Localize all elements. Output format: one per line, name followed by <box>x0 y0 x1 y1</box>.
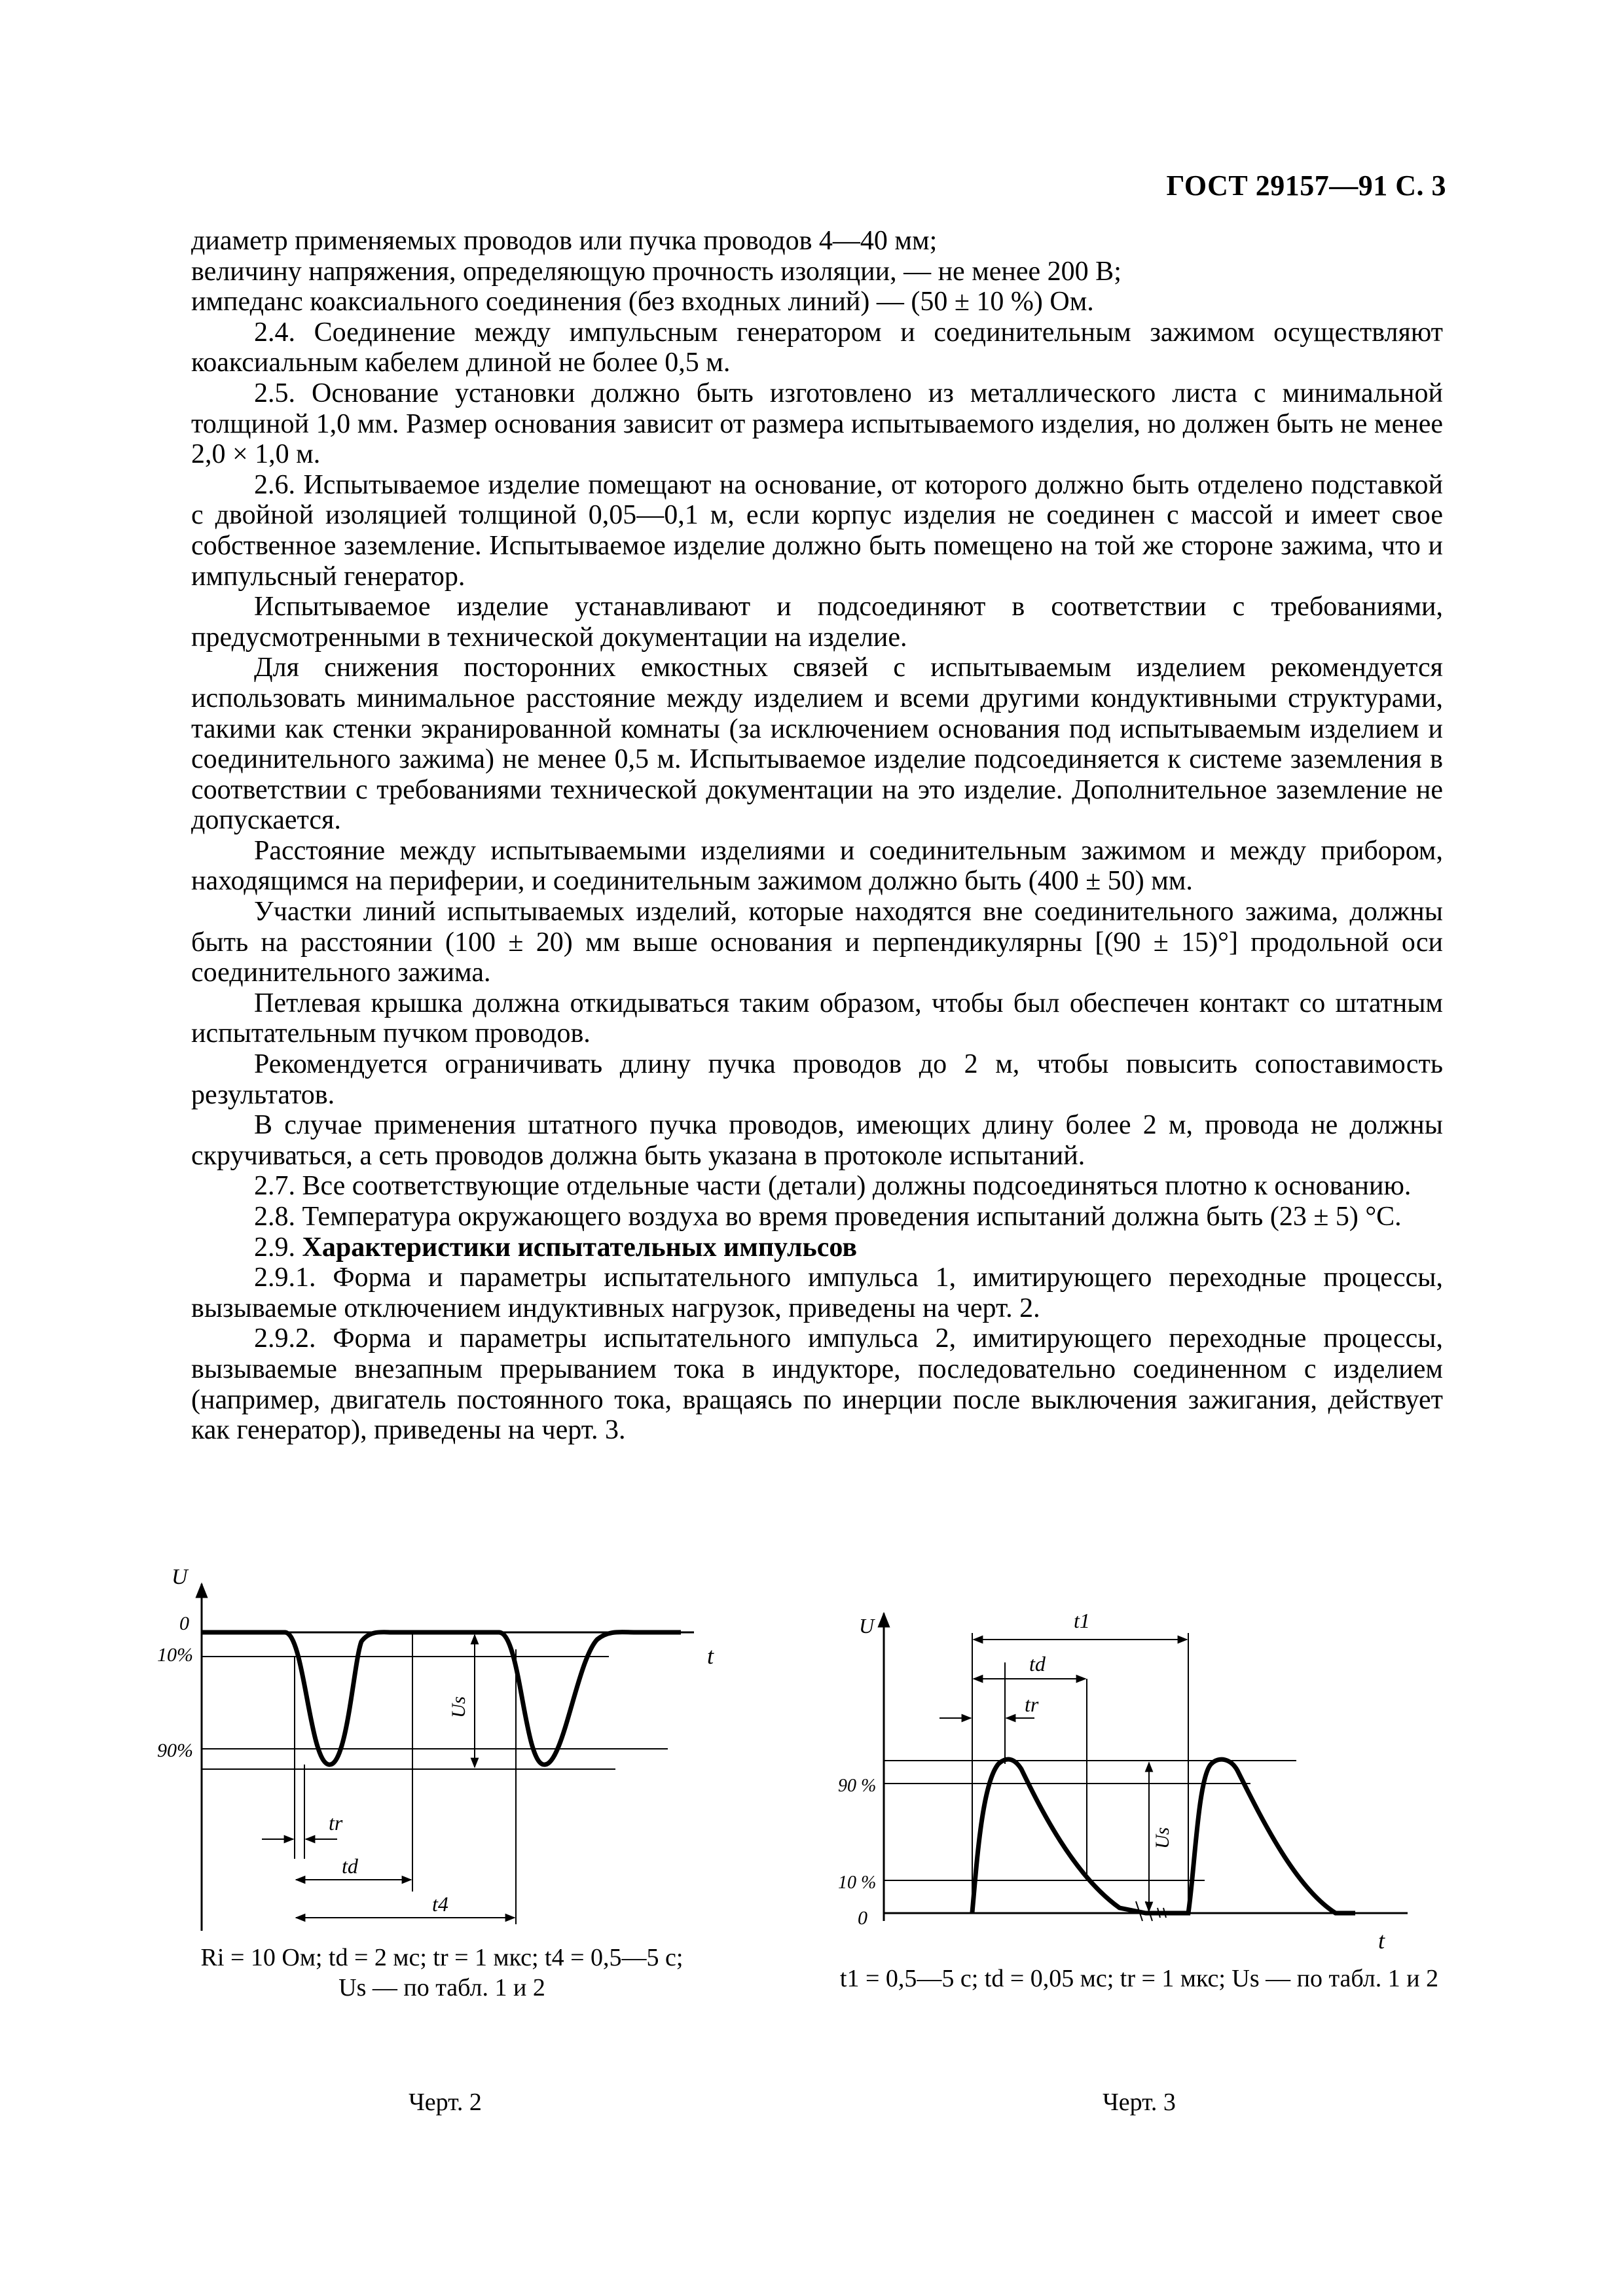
paragraph-p16: 2.9.1. Форма и параметры испытательного импульса 1, имитирующего переходные процессы, вызываемые отключением индуктивных нагрузок, приведены на черт. 2. <box>191 1263 1443 1323</box>
paragraphs-block-2 <box>191 1263 1443 1446</box>
paragraph-p01: диаметр применяемых проводов или пучка проводов 4—40 мм; <box>191 226 938 256</box>
section-number: 2.9. <box>254 1232 295 1263</box>
fig2-waveform <box>202 1632 681 1765</box>
fig2-label-us: Us <box>448 1696 469 1718</box>
fig2-label-u: U <box>172 1565 188 1589</box>
figure-3-diagram <box>838 1587 1440 1954</box>
section-title: Характеристики испытательных импульсов <box>302 1232 858 1263</box>
fig2-label-tr: tr <box>329 1811 343 1835</box>
fig2-label-t: t <box>707 1643 714 1669</box>
paragraph-p11: Петлевая крышка должна откидываться таким образом, чтобы был обеспечен контакт со штатным испытательным пучком проводов. <box>191 988 1443 1049</box>
fig3-label-td: td <box>1029 1652 1046 1676</box>
fig3-label-zero: 0 <box>858 1907 867 1929</box>
fig3-label-t: t <box>1378 1928 1385 1954</box>
figure-3-number: Черт. 3 <box>1103 2089 1176 2116</box>
paragraph-p10: Участки линий испытываемых изделий, которые находятся вне соединительного зажима, должны быть на расстоянии (100 ± 20) мм выше основания и перпендикулярны [(90 ± 15)°] продольной оси соединительного зажима. <box>191 897 1443 988</box>
fig3-label-t1: t1 <box>1074 1609 1090 1632</box>
fig2-label-90: 90% <box>157 1740 193 1761</box>
paragraph-p05: 2.5. Основание установки должно быть изготовлено из металлического листа с минимальной толщиной 1,0 мм. Размер основания зависит от размера испытываемого изделия, но должен быть не менее 2,0 × 1,0 м. <box>191 378 1443 470</box>
fig3-label-u: U <box>859 1614 875 1638</box>
page-header: ГОСТ 29157—91 С. 3 <box>1166 170 1446 202</box>
paragraph-p03: импеданс коаксиального соединения (без входных линий) — (50 ± 10 %) Ом. <box>191 287 1094 317</box>
figure-2-number: Черт. 2 <box>409 2089 482 2116</box>
paragraph-p06: 2.6. Испытываемое изделие помещают на основание, от которого должно быть отделено подставкой с двойной изоляцией толщиной 0,05—0,1 м, если корпус изделия не соединен с массой и имеет свое собственное заземление. Испытываемое изделие должно быть помещено на той же стороне зажима, что и импульсный генератор. <box>191 469 1443 592</box>
fig2-label-td: td <box>342 1854 358 1878</box>
paragraph-p13: В случае применения штатного пучка проводов, имеющих длину более 2 м, провода не должны скручиваться, а сеть проводов должна быть указана в протоколе испытаний. <box>191 1110 1443 1171</box>
paragraph-p14: 2.7. Все соответствующие отдельные части (детали) должны подсоединяться плотно к основанию. <box>254 1171 1412 1202</box>
fig3-label-90: 90 % <box>838 1776 877 1796</box>
figure-3-caption: t1 = 0,5—5 с; td = 0,05 мс; tr = 1 мкс; Us — по табл. 1 и 2 <box>839 1965 1439 1992</box>
paragraphs-block <box>191 226 1443 1232</box>
paragraph-p08: Для снижения посторонних емкостных связей с испытываемым изделием рекомендуется использовать минимальное расстояние между изделием и всеми другими кондуктивными структурами, такими как стенки экранированной комнаты (за исключением основания под испытываемым изделием и соединительного зажима) не менее 0,5 м. Испытываемое изделие подсоединяется к системе заземления в соответствии с требованиями технической документации на это изделие. Дополнительное заземление не допускается. <box>191 653 1443 836</box>
fig2-label-zero: 0 <box>179 1613 189 1634</box>
figure-3 <box>838 1587 1440 1954</box>
paragraph-p17: 2.9.2. Форма и параметры испытательного импульса 2, имитирующего переходные процессы, вызываемые внезапным прерыванием тока в индукторе, последовательно соединенном с изделием (например, двигатель постоянного тока, вращаясь по инерции после выключения зажигания, действует как генератор), приведены на черт. 3. <box>191 1323 1443 1446</box>
paragraph-p09: Расстояние между испытываемыми изделиями и соединительным зажимом и между прибором, находящимся на периферии, и соединительным зажимом должно быть (400 ± 50) мм. <box>191 835 1443 897</box>
paragraph-p12: Рекомендуется ограничивать длину пучка проводов до 2 м, чтобы повысить сопоставимость результатов. <box>191 1049 1443 1110</box>
fig3-label-us: Us <box>1152 1827 1173 1849</box>
paragraph-p04: 2.4. Соединение между импульсным генератором и соединительным зажимом осуществляют коаксиальным кабелем длиной не более 0,5 м. <box>191 317 1443 378</box>
fig2-caption-line2: Us — по табл. 1 и 2 <box>338 1974 545 2001</box>
fig2-label-10: 10% <box>157 1644 193 1666</box>
figure-2 <box>157 1564 759 1957</box>
paragraph-p02: величину напряжения, определяющую прочность изоляции, — не менее 200 В; <box>191 256 1122 287</box>
fig2-caption-line1: Ri = 10 Ом; td = 2 мс; tr = 1 мкс; t4 = 0,5—5 с; <box>200 1944 684 1971</box>
section-heading <box>191 1232 1443 1263</box>
figure-2-caption <box>164 1943 720 2003</box>
fig3-label-10: 10 % <box>838 1873 877 1893</box>
figure-2-diagram <box>157 1564 759 1957</box>
fig2-label-t4: t4 <box>432 1892 448 1916</box>
paragraph-p07: Испытываемое изделие устанавливают и подсоединяют в соответствии с требованиями, предусмотренными в технической документации на изделие. <box>191 592 1443 653</box>
body-text <box>191 226 1443 1446</box>
fig3-label-tr: tr <box>1025 1693 1039 1716</box>
paragraph-p15: 2.8. Температура окружающего воздуха во время проведения испытаний должна быть (23 ± 5) °С. <box>254 1202 1402 1232</box>
